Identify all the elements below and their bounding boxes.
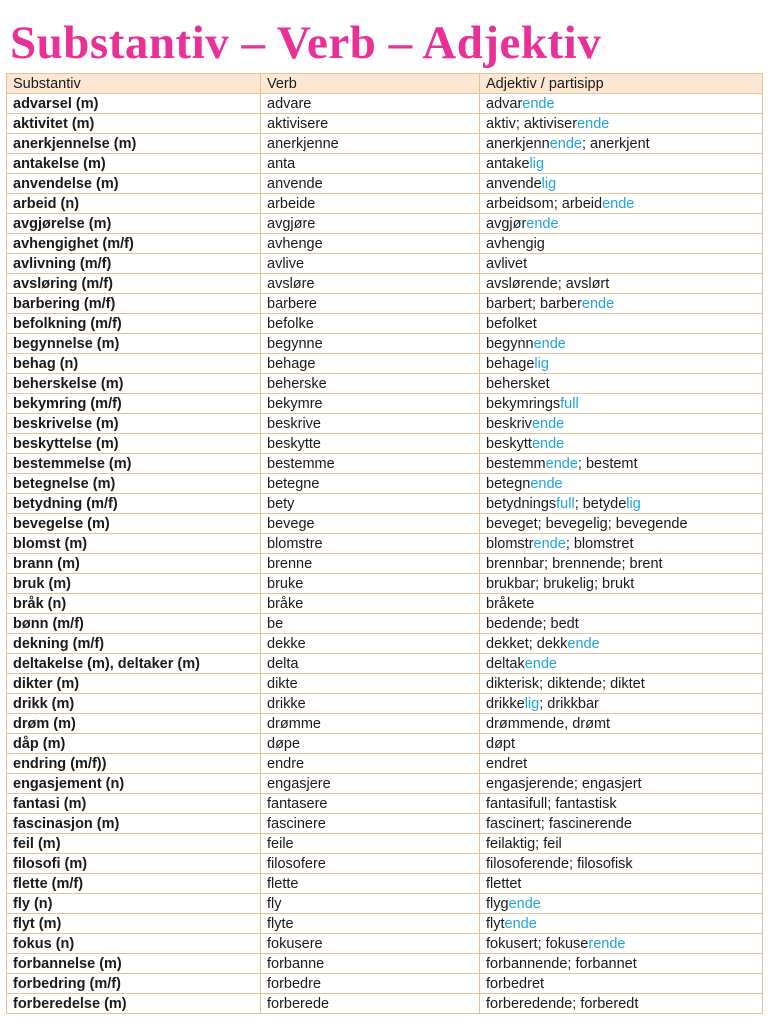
verb-cell: begynne: [261, 334, 480, 354]
adjective-text: bekymrings: [486, 395, 561, 412]
suffix-highlight: ende: [508, 895, 541, 912]
adjective-cell: [480, 214, 763, 234]
noun-cell: deltakelse (m), deltaker (m): [7, 654, 261, 674]
table-row: [7, 694, 763, 714]
table-row: [7, 554, 763, 574]
adjective-text: betydnings: [486, 495, 557, 512]
noun-cell: drikk (m): [7, 694, 261, 714]
adjective-cell: [480, 634, 763, 654]
table-row: [7, 534, 763, 554]
verb-cell: arbeide: [261, 194, 480, 214]
verb-cell: avgjøre: [261, 214, 480, 234]
adjective-cell: [480, 694, 763, 714]
vocabulary-table: [6, 73, 763, 1014]
adjective-text: brukbar; brukelig; brukt: [486, 575, 635, 592]
verb-cell: advare: [261, 94, 480, 114]
adjective-cell: [480, 714, 763, 734]
adjective-text: beveget; bevegelig; bevegende: [486, 515, 688, 532]
verb-cell: aktivisere: [261, 114, 480, 134]
noun-cell: fantasi (m): [7, 794, 261, 814]
suffix-highlight: ende: [533, 335, 566, 352]
verb-cell: flette: [261, 874, 480, 894]
adjective-cell: [480, 894, 763, 914]
suffix-highlight: ende: [602, 195, 635, 212]
table-row: [7, 334, 763, 354]
verb-cell: delta: [261, 654, 480, 674]
suffix-highlight: rende: [588, 935, 626, 952]
verb-cell: beskrive: [261, 414, 480, 434]
adjective-cell: [480, 454, 763, 474]
adjective-cell: [480, 474, 763, 494]
adjective-text: flyt: [486, 915, 505, 932]
adjective-cell: [480, 554, 763, 574]
table-row: [7, 594, 763, 614]
table-row: [7, 674, 763, 694]
noun-cell: begynnelse (m): [7, 334, 261, 354]
suffix-highlight: ende: [567, 635, 600, 652]
header-verb: Verb: [261, 74, 480, 94]
noun-cell: forbedring (m/f): [7, 974, 261, 994]
table-header: [7, 74, 763, 94]
table-row: [7, 194, 763, 214]
noun-cell: beherskelse (m): [7, 374, 261, 394]
verb-cell: dekke: [261, 634, 480, 654]
adjective-text: endret: [486, 755, 528, 772]
table-row: [7, 934, 763, 954]
table-row: [7, 774, 763, 794]
table-row: [7, 994, 763, 1014]
page-title: Substantiv – Verb – Adjektiv: [10, 17, 602, 69]
adjective-text: flyg: [486, 895, 509, 912]
table-row: [7, 714, 763, 734]
verb-cell: bevege: [261, 514, 480, 534]
adjective-text: betegn: [486, 475, 531, 492]
verb-cell: drikke: [261, 694, 480, 714]
noun-cell: fokus (n): [7, 934, 261, 954]
table-row: [7, 614, 763, 634]
verb-cell: flyte: [261, 914, 480, 934]
suffix-highlight: ende: [504, 915, 537, 932]
verb-cell: forbedre: [261, 974, 480, 994]
suffix-highlight: ende: [531, 415, 565, 432]
adjective-text: dekket; dekk: [486, 635, 568, 652]
table-row: [7, 734, 763, 754]
noun-cell: blomst (m): [7, 534, 261, 554]
adjective-cell: [480, 574, 763, 594]
adjective-cell: [480, 394, 763, 414]
adjective-cell: [480, 434, 763, 454]
verb-cell: engasjere: [261, 774, 480, 794]
table-row: [7, 954, 763, 974]
adjective-cell: [480, 974, 763, 994]
suffix-highlight: ende: [530, 475, 563, 492]
adjective-cell: [480, 354, 763, 374]
adjective-cell: [480, 674, 763, 694]
adjective-cell: [480, 534, 763, 554]
adjective-cell: [480, 594, 763, 614]
adjective-cell: [480, 334, 763, 354]
header-noun: Substantiv: [7, 74, 261, 94]
adjective-cell: [480, 734, 763, 754]
noun-cell: behag (n): [7, 354, 261, 374]
adjective-cell: [480, 814, 763, 834]
noun-cell: bevegelse (m): [7, 514, 261, 534]
adjective-text: behage: [486, 355, 535, 372]
noun-cell: flette (m/f): [7, 874, 261, 894]
adjective-text: avlivet: [486, 255, 528, 272]
verb-cell: bety: [261, 494, 480, 514]
adjective-cell: [480, 874, 763, 894]
verb-cell: døpe: [261, 734, 480, 754]
verb-cell: fokusere: [261, 934, 480, 954]
verb-cell: fly: [261, 894, 480, 914]
noun-cell: betegnelse (m): [7, 474, 261, 494]
verb-cell: forbanne: [261, 954, 480, 974]
adjective-text: bråkete: [486, 595, 535, 612]
adjective-cell: [480, 274, 763, 294]
noun-cell: bekymring (m/f): [7, 394, 261, 414]
adjective-text: ; betyde: [574, 495, 627, 512]
verb-cell: forberede: [261, 994, 480, 1014]
verb-cell: feile: [261, 834, 480, 854]
noun-cell: aktivitet (m): [7, 114, 261, 134]
noun-cell: bønn (m/f): [7, 614, 261, 634]
suffix-highlight: lig: [534, 355, 549, 372]
adjective-text: anvende: [486, 175, 542, 192]
noun-cell: anvendelse (m): [7, 174, 261, 194]
adjective-text: fokusert; fokuse: [486, 935, 589, 952]
noun-cell: avhengighet (m/f): [7, 234, 261, 254]
noun-cell: endring (m/f)): [7, 754, 261, 774]
table-row: [7, 814, 763, 834]
table-row: [7, 654, 763, 674]
adjective-text: befolket: [486, 315, 537, 332]
noun-cell: brann (m): [7, 554, 261, 574]
adjective-cell: [480, 934, 763, 954]
verb-cell: avhenge: [261, 234, 480, 254]
verb-cell: behage: [261, 354, 480, 374]
verb-cell: beskytte: [261, 434, 480, 454]
header-adjective: Adjektiv / partisipp: [480, 74, 763, 94]
adjective-text: ; bestemt: [577, 455, 638, 472]
table-body: [7, 94, 763, 1014]
noun-cell: betydning (m/f): [7, 494, 261, 514]
adjective-text: drikke: [486, 695, 525, 712]
adjective-text: brennbar; brennende; brent: [486, 555, 663, 572]
noun-cell: dekning (m/f): [7, 634, 261, 654]
verb-cell: avlive: [261, 254, 480, 274]
adjective-text: forbedret: [486, 975, 545, 992]
table-row: [7, 514, 763, 534]
verb-cell: dikte: [261, 674, 480, 694]
adjective-text: døpt: [486, 735, 516, 752]
noun-cell: filosofi (m): [7, 854, 261, 874]
table-row: [7, 414, 763, 434]
verb-cell: fascinere: [261, 814, 480, 834]
adjective-cell: [480, 234, 763, 254]
table-row: [7, 354, 763, 374]
table-row: [7, 454, 763, 474]
verb-cell: drømme: [261, 714, 480, 734]
noun-cell: drøm (m): [7, 714, 261, 734]
verb-cell: bruke: [261, 574, 480, 594]
adjective-text: engasjerende; engasjert: [486, 775, 642, 792]
adjective-text: feilaktig; feil: [486, 835, 562, 852]
table-row: [7, 914, 763, 934]
verb-cell: beherske: [261, 374, 480, 394]
adjective-cell: [480, 94, 763, 114]
adjective-cell: [480, 514, 763, 534]
verb-cell: barbere: [261, 294, 480, 314]
noun-cell: beskrivelse (m): [7, 414, 261, 434]
adjective-text: arbeidsom; arbeid: [486, 195, 603, 212]
adjective-cell: [480, 494, 763, 514]
noun-cell: bråk (n): [7, 594, 261, 614]
adjective-text: bestemm: [486, 455, 546, 472]
adjective-cell: [480, 654, 763, 674]
table-row: [7, 394, 763, 414]
table-row: [7, 294, 763, 314]
noun-cell: avlivning (m/f): [7, 254, 261, 274]
noun-cell: flyt (m): [7, 914, 261, 934]
verb-cell: anta: [261, 154, 480, 174]
adjective-text: bedende; bedt: [486, 615, 579, 632]
adjective-cell: [480, 414, 763, 434]
suffix-highlight: full: [560, 395, 579, 412]
noun-cell: forbannelse (m): [7, 954, 261, 974]
adjective-cell: [480, 914, 763, 934]
suffix-highlight: full: [556, 495, 575, 512]
adjective-cell: [480, 174, 763, 194]
table-row: [7, 574, 763, 594]
table-row: [7, 974, 763, 994]
verb-cell: filosofere: [261, 854, 480, 874]
suffix-highlight: ende: [549, 135, 582, 152]
adjective-cell: [480, 114, 763, 134]
adjective-text: forbannende; forbannet: [486, 955, 637, 972]
noun-cell: advarsel (m): [7, 94, 261, 114]
noun-cell: feil (m): [7, 834, 261, 854]
noun-cell: dåp (m): [7, 734, 261, 754]
suffix-highlight: ende: [533, 535, 566, 552]
suffix-highlight: lig: [524, 695, 540, 712]
adjective-cell: [480, 954, 763, 974]
verb-cell: befolke: [261, 314, 480, 334]
adjective-text: avgjør: [486, 215, 527, 232]
noun-cell: engasjement (n): [7, 774, 261, 794]
adjective-text: drømmende, drømt: [486, 715, 611, 732]
suffix-highlight: ende: [577, 115, 610, 132]
adjective-cell: [480, 294, 763, 314]
suffix-highlight: ende: [545, 455, 578, 472]
header-row: [7, 74, 763, 94]
noun-cell: fascinasjon (m): [7, 814, 261, 834]
table-row: [7, 434, 763, 454]
adjective-cell: [480, 834, 763, 854]
adjective-text: dikterisk; diktende; diktet: [486, 675, 645, 692]
adjective-text: advar: [486, 95, 523, 112]
adjective-text: begynn: [486, 335, 534, 352]
verb-cell: blomstre: [261, 534, 480, 554]
adjective-cell: [480, 254, 763, 274]
suffix-highlight: ende: [581, 295, 615, 312]
adjective-text: ; anerkjent: [581, 135, 650, 152]
suffix-highlight: lig: [626, 495, 641, 512]
adjective-cell: [480, 134, 763, 154]
adjective-text: antake: [486, 155, 530, 172]
adjective-cell: [480, 754, 763, 774]
verb-cell: bråke: [261, 594, 480, 614]
adjective-text: fantasifull; fantastisk: [486, 795, 617, 812]
adjective-text: deltak: [486, 655, 525, 672]
table-row: [7, 474, 763, 494]
verb-cell: brenne: [261, 554, 480, 574]
noun-cell: dikter (m): [7, 674, 261, 694]
table-row: [7, 374, 763, 394]
verb-cell: avsløre: [261, 274, 480, 294]
adjective-text: avhengig: [486, 235, 545, 252]
suffix-highlight: ende: [531, 435, 565, 452]
adjective-text: flettet: [486, 875, 522, 892]
adjective-cell: [480, 314, 763, 334]
adjective-text: blomstr: [486, 535, 534, 552]
table-row: [7, 874, 763, 894]
adjective-cell: [480, 374, 763, 394]
table-row: [7, 94, 763, 114]
noun-cell: antakelse (m): [7, 154, 261, 174]
adjective-text: behersket: [486, 375, 550, 392]
adjective-text: fascinert; fascinerende: [486, 815, 632, 832]
table-row: [7, 894, 763, 914]
table-row: [7, 234, 763, 254]
verb-cell: bestemme: [261, 454, 480, 474]
noun-cell: fly (n): [7, 894, 261, 914]
adjective-text: filosoferende; filosofisk: [486, 855, 633, 872]
suffix-highlight: lig: [541, 175, 557, 192]
adjective-text: anerkjenn: [486, 135, 550, 152]
adjective-cell: [480, 854, 763, 874]
adjective-cell: [480, 994, 763, 1014]
adjective-text: beskytt: [486, 435, 532, 452]
noun-cell: arbeid (n): [7, 194, 261, 214]
table-row: [7, 214, 763, 234]
verb-cell: endre: [261, 754, 480, 774]
suffix-highlight: ende: [526, 215, 559, 232]
table-row: [7, 134, 763, 154]
adjective-text: avslørende; avslørt: [486, 275, 610, 292]
adjective-cell: [480, 154, 763, 174]
table-row: [7, 154, 763, 174]
table-row: [7, 794, 763, 814]
table-row: [7, 314, 763, 334]
verb-cell: anerkjenne: [261, 134, 480, 154]
adjective-cell: [480, 794, 763, 814]
adjective-text: ; drikkbar: [539, 695, 599, 712]
noun-cell: avsløring (m/f): [7, 274, 261, 294]
noun-cell: befolkning (m/f): [7, 314, 261, 334]
table-row: [7, 834, 763, 854]
adjective-text: aktiv; aktiviser: [486, 115, 578, 132]
adjective-cell: [480, 774, 763, 794]
adjective-cell: [480, 194, 763, 214]
noun-cell: bruk (m): [7, 574, 261, 594]
verb-cell: be: [261, 614, 480, 634]
verb-cell: bekymre: [261, 394, 480, 414]
suffix-highlight: ende: [524, 655, 557, 672]
table-row: [7, 114, 763, 134]
adjective-text: beskriv: [486, 415, 532, 432]
verb-cell: anvende: [261, 174, 480, 194]
noun-cell: bestemmelse (m): [7, 454, 261, 474]
adjective-text: barbert; barber: [486, 295, 582, 312]
table-row: [7, 754, 763, 774]
noun-cell: forberedelse (m): [7, 994, 261, 1014]
noun-cell: barbering (m/f): [7, 294, 261, 314]
adjective-cell: [480, 614, 763, 634]
adjective-text: ; blomstret: [565, 535, 634, 552]
suffix-highlight: lig: [529, 155, 545, 172]
table-row: [7, 634, 763, 654]
table-row: [7, 274, 763, 294]
verb-cell: betegne: [261, 474, 480, 494]
table-row: [7, 494, 763, 514]
table-row: [7, 254, 763, 274]
noun-cell: beskyttelse (m): [7, 434, 261, 454]
table-row: [7, 174, 763, 194]
table-row: [7, 854, 763, 874]
verb-cell: fantasere: [261, 794, 480, 814]
noun-cell: anerkjennelse (m): [7, 134, 261, 154]
adjective-text: forberedende; forberedt: [486, 995, 639, 1012]
noun-cell: avgjørelse (m): [7, 214, 261, 234]
suffix-highlight: ende: [522, 95, 555, 112]
